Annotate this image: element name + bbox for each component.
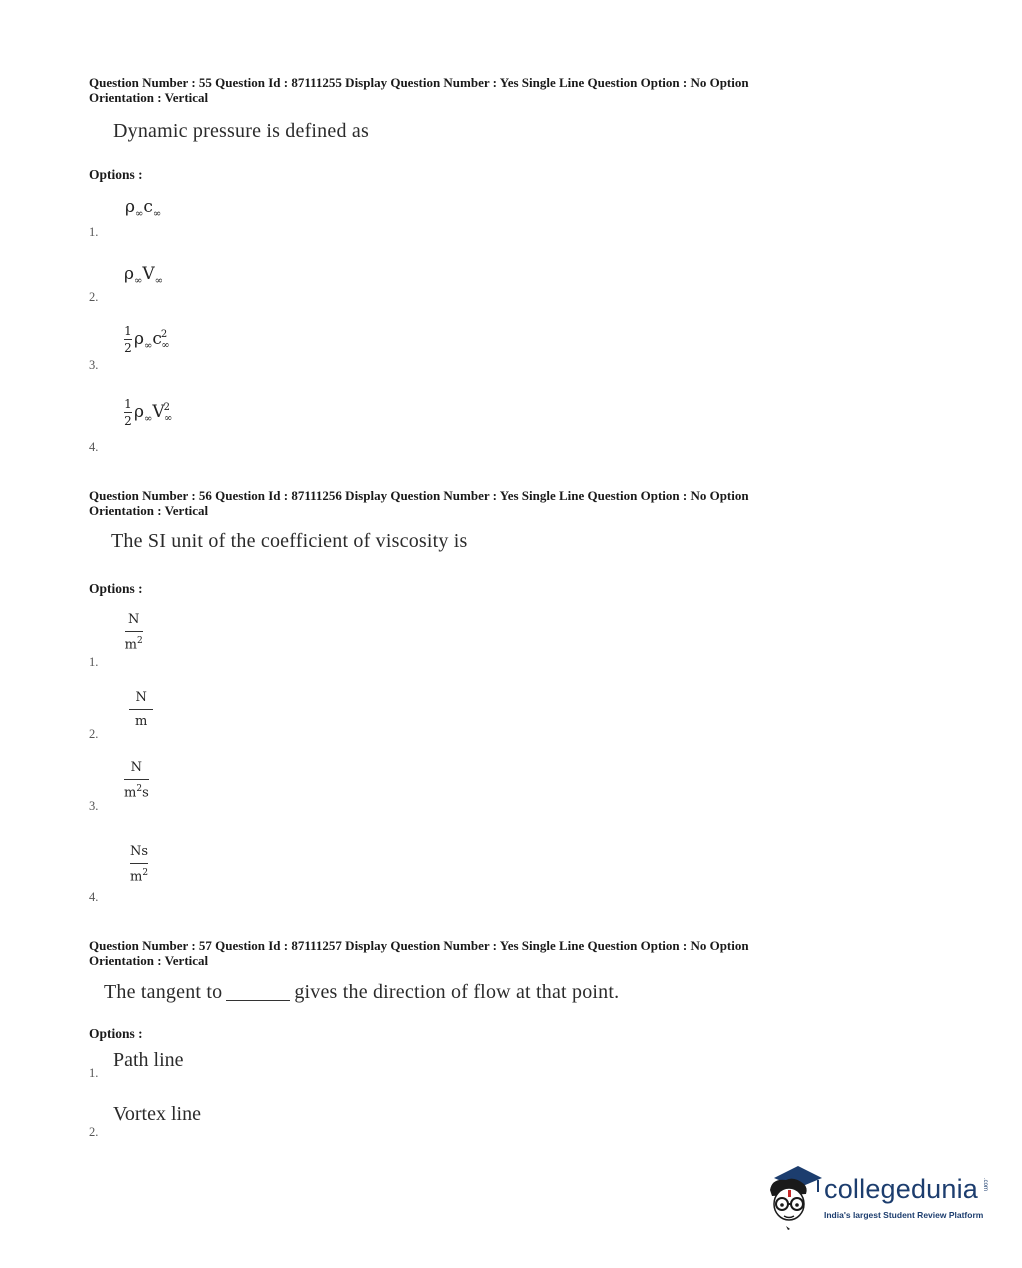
text-before-blank: The tangent to	[104, 981, 223, 1003]
logo-tagline: India's largest Student Review Platform	[824, 1210, 984, 1220]
option-expression: $\rho_\infty c_\infty$	[125, 197, 162, 220]
option-expression: $\rho_\infty V_\infty$	[124, 264, 163, 287]
text-after-blank: gives the direction of flow at that point.	[294, 981, 620, 1003]
option-fraction: $\frac{Ns}{m^2}$	[126, 844, 152, 884]
option-fraction: $\frac{N}{m^2s}$	[124, 760, 149, 801]
option-fraction: $\frac{N}{m^2}$	[124, 612, 143, 653]
option-expression: $\frac{1}{2}$ $\rho_\infty c^2_\infty$	[124, 324, 170, 355]
collegedunia-logo	[764, 1160, 994, 1230]
logo-wordmark: collegedunia	[824, 1174, 979, 1204]
option-number: 3.	[89, 799, 99, 813]
question-57-meta	[89, 939, 849, 968]
question-56-meta	[89, 489, 849, 518]
options-label: Options :	[89, 581, 143, 596]
option-number: 2.	[89, 290, 99, 304]
numerator: N	[128, 612, 140, 627]
option-number: 4.	[89, 440, 99, 454]
option-text: Vortex line	[113, 1103, 201, 1125]
meta-line-2: Orientation : Vertical	[89, 89, 209, 105]
mascot-icon	[764, 1160, 824, 1230]
question-56-text: The SI unit of the coefficient of viscosity is	[111, 530, 468, 552]
option-number: 4.	[89, 890, 99, 904]
option-number: 3.	[89, 358, 99, 372]
option-number: 1.	[89, 225, 99, 239]
options-label: Options :	[89, 167, 143, 182]
option-fraction	[129, 690, 153, 729]
meta-line-1: Question Number : 55 Question Id : 87111255 Display Question Number : Yes Single Line Question Option : No Option	[89, 75, 749, 90]
logo-suffix: .com	[982, 1178, 988, 1192]
meta-line-2: Orientation : Vertical	[89, 952, 209, 968]
option-number: 2.	[89, 1125, 99, 1139]
question-57-text	[104, 981, 619, 1004]
option-text: Path line	[113, 1049, 184, 1071]
meta-line-1: Question Number : 56 Question Id : 87111256 Display Question Number : Yes Single Line Question Option : No Option	[89, 488, 749, 503]
option-expression: $\frac{1}{2}$ $\rho_\infty V^2_\infty$	[124, 397, 173, 428]
question-55-text: Dynamic pressure is defined as	[113, 120, 369, 142]
numerator: N	[135, 690, 147, 705]
numerator: N	[130, 760, 143, 775]
option-number: 1.	[89, 1066, 99, 1080]
meta-line-1: Question Number : 57 Question Id : 87111257 Display Question Number : Yes Single Line Question Option : No Option	[89, 938, 749, 953]
options-label: Options :	[89, 1026, 143, 1041]
option-number: 1.	[89, 655, 99, 669]
option-number: 2.	[89, 727, 99, 741]
fill-blank	[226, 1000, 290, 1001]
denominator: m	[129, 709, 153, 729]
question-55-meta	[89, 76, 849, 105]
numerator: Ns	[130, 844, 149, 859]
meta-line-2: Orientation : Vertical	[89, 502, 209, 518]
